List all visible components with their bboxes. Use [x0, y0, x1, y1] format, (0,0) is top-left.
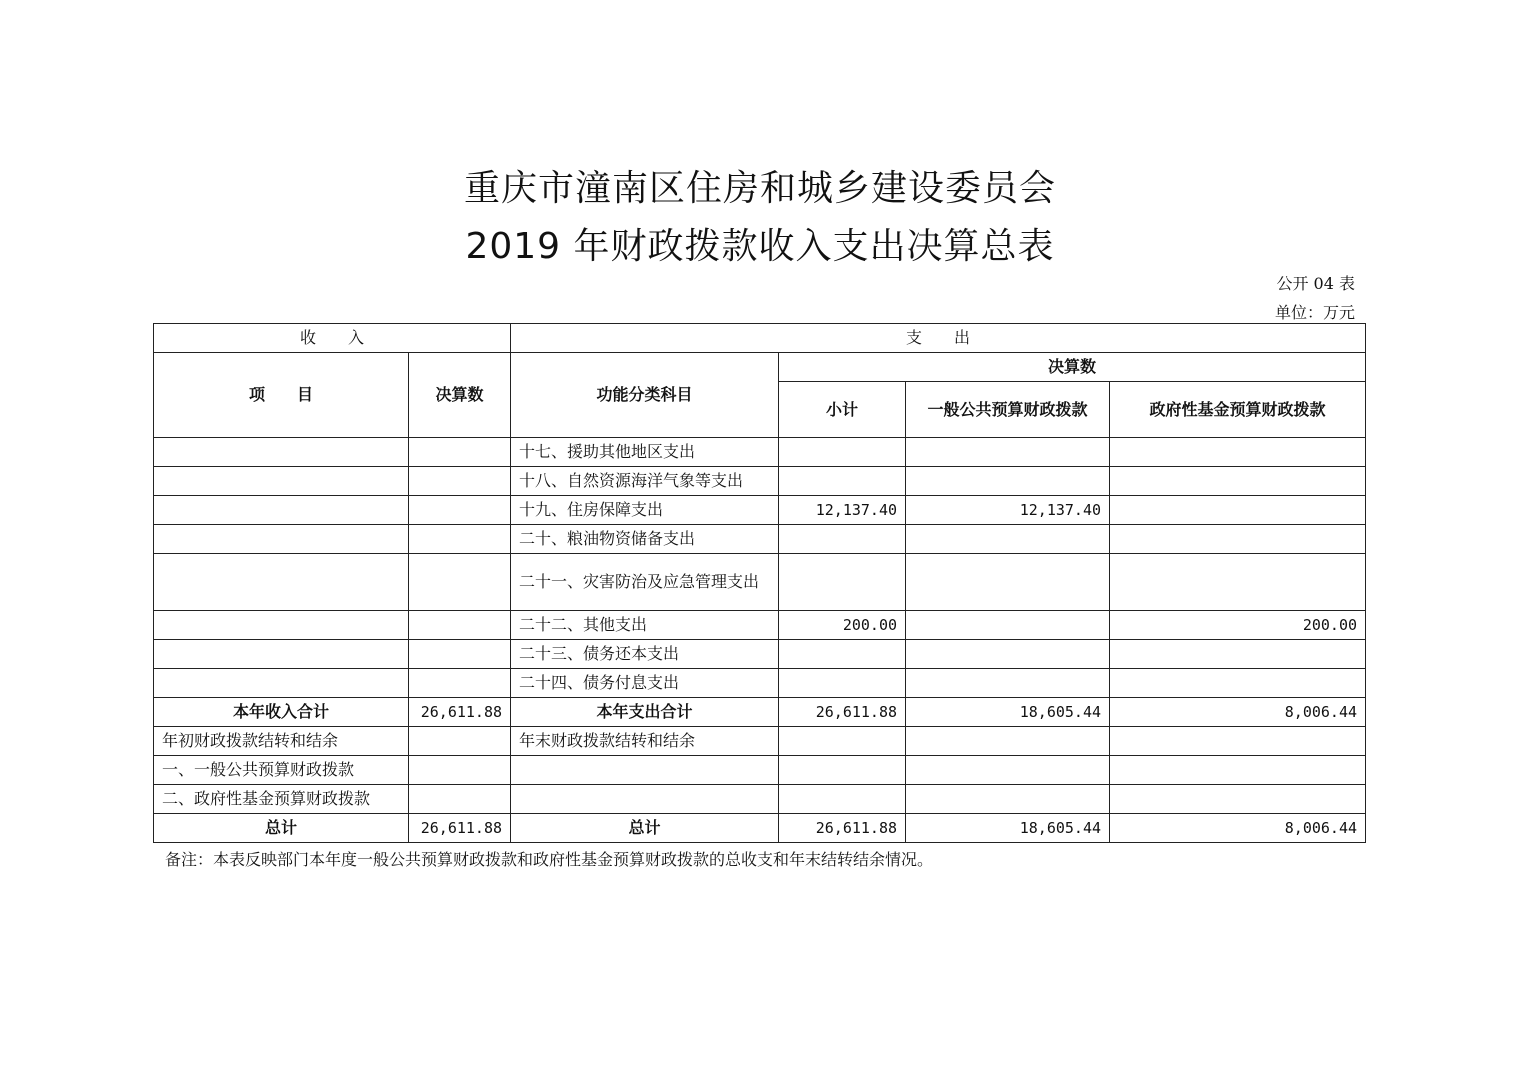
grand-expense-total-label: 总计: [511, 814, 779, 843]
grand-income-total-label: 总计: [154, 814, 409, 843]
page-subtitle: 2019 年财政拨款收入支出决算总表: [465, 226, 1055, 267]
year-income-total-amount: 26,611.88: [409, 698, 511, 727]
amount-cell: [409, 727, 511, 756]
subtotal-cell: [779, 669, 906, 698]
grand-income-total-amount: 26,611.88: [409, 814, 511, 843]
income-header: 收 入: [154, 324, 511, 353]
func-cell: 二十三、债务还本支出: [511, 640, 779, 669]
fund-cell: [1110, 467, 1366, 496]
fund-cell: [1110, 438, 1366, 467]
table-row: [154, 525, 1366, 554]
amount-cell: [409, 785, 511, 814]
balance-item-cell: 二、政府性基金预算财政拨款: [154, 785, 409, 814]
func-cell: 十七、援助其他地区支出: [511, 438, 779, 467]
fund-cell: 200.00: [1110, 611, 1366, 640]
expense-header: 支 出: [511, 324, 1366, 353]
func-cell: 二十、粮油物资储备支出: [511, 525, 779, 554]
year-expense-total-label: 本年支出合计: [511, 698, 779, 727]
table-row: [154, 669, 1366, 698]
amount-cell: [409, 554, 511, 611]
grand-total-row: [154, 814, 1366, 843]
func-cell: 十九、住房保障支出: [511, 496, 779, 525]
fund-cell: [1110, 756, 1366, 785]
table-row: [154, 611, 1366, 640]
gov-fund-header: 政府性基金预算财政拨款: [1110, 382, 1366, 438]
item-cell: [154, 525, 409, 554]
subtotal-cell: [779, 467, 906, 496]
subtotal-cell: [779, 438, 906, 467]
balance-row: [154, 785, 1366, 814]
general-cell: [906, 438, 1110, 467]
general-cell: 12,137.40: [906, 496, 1110, 525]
item-cell: [154, 467, 409, 496]
balance-item-cell: 年初财政拨款结转和结余: [154, 727, 409, 756]
item-cell: [154, 496, 409, 525]
settlement-table: [153, 323, 1366, 843]
func-cell: 二十四、债务付息支出: [511, 669, 779, 698]
settle-group-header: 决算数: [779, 353, 1366, 382]
balance-row: [154, 727, 1366, 756]
amount-cell: [409, 467, 511, 496]
balance-row: [154, 756, 1366, 785]
general-cell: [906, 640, 1110, 669]
page-title: 重庆市潼南区住房和城乡建设委员会: [463, 168, 1056, 209]
func-cell: 二十二、其他支出: [511, 611, 779, 640]
item-cell: [154, 438, 409, 467]
year-expense-general: 18,605.44: [906, 698, 1110, 727]
balance-func-cell: 年末财政拨款结转和结余: [511, 727, 779, 756]
func-cell: 二十一、灾害防治及应急管理支出: [511, 554, 779, 611]
table-row: [154, 438, 1366, 467]
item-cell: [154, 611, 409, 640]
general-cell: [906, 669, 1110, 698]
general-cell: [906, 785, 1110, 814]
subtotal-cell: 12,137.40: [779, 496, 906, 525]
func-class-header: 功能分类科目: [511, 353, 779, 438]
general-cell: [906, 611, 1110, 640]
settle-header: 决算数: [409, 353, 511, 438]
fund-cell: [1110, 554, 1366, 611]
fund-cell: [1110, 669, 1366, 698]
general-cell: [906, 727, 1110, 756]
subtotal-cell: [779, 554, 906, 611]
table-row: [154, 496, 1366, 525]
general-budget-header: 一般公共预算财政拨款: [906, 382, 1110, 438]
fund-cell: [1110, 640, 1366, 669]
amount-cell: [409, 438, 511, 467]
table-row: [154, 467, 1366, 496]
subtotal-cell: [779, 756, 906, 785]
general-cell: [906, 467, 1110, 496]
balance-func-cell: [511, 756, 779, 785]
subtotal-header: 小计: [779, 382, 906, 438]
year-expense-fund: 8,006.44: [1110, 698, 1366, 727]
subtotal-cell: [779, 727, 906, 756]
year-expense-subtotal: 26,611.88: [779, 698, 906, 727]
general-cell: [906, 554, 1110, 611]
table-code: 公开 04 表: [1276, 274, 1355, 293]
item-cell: [154, 669, 409, 698]
subtotal-cell: [779, 525, 906, 554]
item-header: 项 目: [154, 353, 409, 438]
amount-cell: [409, 496, 511, 525]
year-total-row: [154, 698, 1366, 727]
item-cell: [154, 554, 409, 611]
fund-cell: [1110, 727, 1366, 756]
table-row: [154, 640, 1366, 669]
fund-cell: [1110, 525, 1366, 554]
grand-expense-general: 18,605.44: [906, 814, 1110, 843]
balance-func-cell: [511, 785, 779, 814]
grand-expense-subtotal: 26,611.88: [779, 814, 906, 843]
amount-cell: [409, 669, 511, 698]
fund-cell: [1110, 785, 1366, 814]
table-row: [154, 554, 1366, 611]
footnote: 备注：本表反映部门本年度一般公共预算财政拨款和政府性基金预算财政拨款的总收支和年末结转结余情况。: [165, 850, 934, 869]
amount-cell: [409, 525, 511, 554]
subtotal-cell: [779, 785, 906, 814]
year-income-total-label: 本年收入合计: [154, 698, 409, 727]
grand-expense-fund: 8,006.44: [1110, 814, 1366, 843]
func-cell: 十八、自然资源海洋气象等支出: [511, 467, 779, 496]
subtotal-cell: 200.00: [779, 611, 906, 640]
item-cell: [154, 640, 409, 669]
amount-cell: [409, 611, 511, 640]
amount-cell: [409, 756, 511, 785]
balance-item-cell: 一、一般公共预算财政拨款: [154, 756, 409, 785]
subtotal-cell: [779, 640, 906, 669]
general-cell: [906, 756, 1110, 785]
unit-label: 单位：万元: [1274, 303, 1355, 322]
amount-cell: [409, 640, 511, 669]
fund-cell: [1110, 496, 1366, 525]
general-cell: [906, 525, 1110, 554]
